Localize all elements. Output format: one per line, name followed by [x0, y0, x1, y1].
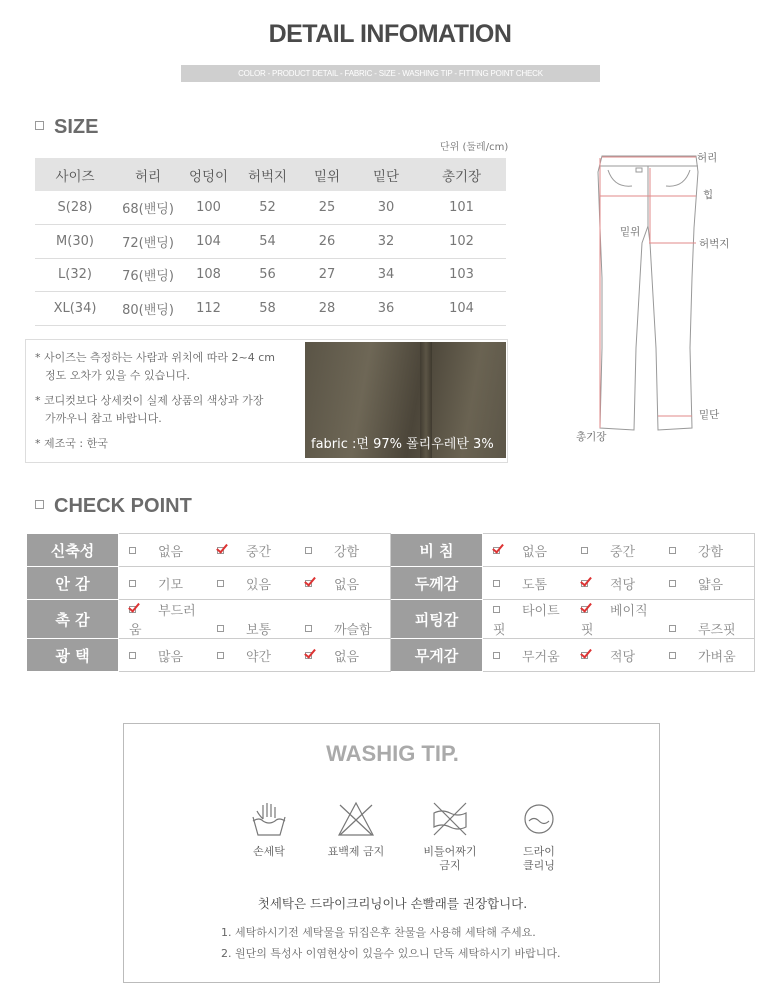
table-cell: 26	[299, 225, 355, 259]
hand-wash-item	[229, 799, 309, 859]
hand-wash-label: 손세탁	[253, 845, 285, 858]
size-heading: SIZE	[35, 116, 98, 139]
check-option[interactable]	[119, 541, 207, 560]
table-cell: 103	[417, 258, 506, 292]
checkbox-icon[interactable]	[669, 652, 676, 659]
check-category-label: 안 감	[27, 567, 119, 600]
check-category-label: 무게감	[391, 639, 483, 672]
checked-box-icon[interactable]	[581, 652, 588, 659]
washing-note: 1. 세탁하시기전 세탁물을 뒤집은후 찬물을 사용해 세탁해 주세요.	[221, 926, 536, 939]
note-line: * 코디컷보다 상세컷이 실제 상품의 색상과 가장	[35, 394, 264, 407]
check-option-label: 부드러움	[129, 604, 196, 638]
size-table	[35, 158, 506, 326]
table-cell: S(28)	[35, 191, 115, 225]
unit-label: 단위 (둘레/cm)	[440, 142, 509, 153]
no-wring-icon	[430, 799, 470, 839]
check-option[interactable]	[571, 600, 659, 638]
check-option-label: 보통	[246, 623, 272, 638]
check-option-label: 많음	[158, 649, 184, 665]
check-option[interactable]	[659, 646, 747, 665]
col-header: 사이즈	[35, 158, 115, 191]
check-point-table	[26, 533, 755, 672]
table-cell: 80(밴딩)	[115, 292, 181, 326]
table-row	[35, 292, 506, 326]
check-category-label: 비 침	[391, 534, 483, 567]
check-option[interactable]	[571, 646, 659, 665]
check-row	[27, 600, 755, 639]
check-option[interactable]	[207, 574, 295, 593]
col-header: 허벅지	[236, 158, 299, 191]
table-cell: 104	[417, 292, 506, 326]
check-row	[27, 639, 755, 672]
table-cell: 108	[181, 258, 236, 292]
check-option[interactable]	[207, 619, 295, 638]
note-line: * 제조국 : 한국	[35, 437, 108, 450]
col-header: 총기장	[417, 158, 506, 191]
diagram-label-thigh: 허벅지	[699, 238, 730, 250]
check-option[interactable]	[483, 541, 571, 560]
check-option-label: 까슬함	[334, 623, 372, 638]
checkbox-icon[interactable]	[305, 547, 312, 554]
hand-wash-icon	[249, 799, 289, 839]
checkbox-icon[interactable]	[217, 580, 224, 587]
table-cell: 100	[181, 191, 236, 225]
washing-tip-title: WASHIG TIP.	[326, 741, 459, 766]
no-wring-label: 비틀어짜기 금지	[423, 845, 477, 872]
check-option-label: 얇음	[698, 577, 724, 593]
checkbox-icon[interactable]	[129, 547, 136, 554]
table-cell: 32	[355, 225, 417, 259]
check-options-cell	[483, 600, 755, 639]
checkbox-icon[interactable]	[129, 580, 136, 587]
checkbox-icon[interactable]	[305, 625, 312, 632]
washing-main-tip: 첫세탁은 드라이크리닝이나 손빨래를 권장합니다.	[257, 896, 528, 911]
check-option-label: 베이직핏	[581, 604, 648, 638]
diagram-label-hem: 밑단	[699, 409, 720, 421]
check-options-cell	[483, 567, 755, 600]
checkbox-icon[interactable]	[669, 580, 676, 587]
table-cell: M(30)	[35, 225, 115, 259]
section-nav-bar: COLOR - PRODUCT DETAIL - FABRIC - SIZE - WASHING TIP - FITTING POINT CHECK	[181, 65, 600, 82]
check-category-label: 신축성	[27, 534, 119, 567]
checkbox-icon[interactable]	[217, 652, 224, 659]
table-cell: 112	[181, 292, 236, 326]
no-wring-item	[410, 799, 490, 873]
dry-clean-label: 드라이 클리닝	[523, 845, 555, 872]
check-option[interactable]	[659, 619, 747, 638]
checkbox-icon[interactable]	[493, 606, 500, 613]
table-cell: L(32)	[35, 258, 115, 292]
check-option-label: 루즈핏	[698, 623, 736, 638]
checkbox-icon[interactable]	[129, 652, 136, 659]
checked-box-icon[interactable]	[581, 606, 588, 613]
diagram-label-hip: 힙	[703, 189, 714, 201]
no-bleach-label: 표백제 금지	[327, 845, 385, 858]
square-bullet-icon	[35, 121, 44, 130]
fabric-photo	[305, 342, 506, 458]
table-cell: 30	[355, 191, 417, 225]
col-header: 허리	[115, 158, 181, 191]
check-row	[27, 567, 755, 600]
check-options-cell	[483, 534, 755, 567]
check-options-cell	[119, 567, 391, 600]
checkbox-icon[interactable]	[217, 625, 224, 632]
checked-box-icon[interactable]	[305, 652, 312, 659]
washing-note: 2. 원단의 특성사 이염현상이 있을수 있으니 단독 세탁하시기 바랍니다.	[221, 947, 561, 960]
check-options-cell	[119, 639, 391, 672]
table-cell: 56	[236, 258, 299, 292]
check-option-label: 약간	[246, 649, 272, 665]
no-bleach-icon	[336, 799, 376, 839]
note-line: 정도 오차가 있을 수 있습니다.	[45, 369, 190, 382]
check-option-label: 있음	[246, 577, 272, 593]
table-cell: 54	[236, 225, 299, 259]
checked-box-icon[interactable]	[217, 547, 224, 554]
size-table-header	[35, 158, 506, 191]
diagram-label-waist: 허리	[697, 152, 718, 164]
no-bleach-item	[316, 799, 396, 859]
checked-box-icon[interactable]	[493, 547, 500, 554]
col-header: 밑위	[299, 158, 355, 191]
col-header: 밑단	[355, 158, 417, 191]
diagram-label-length: 총기장	[576, 431, 607, 443]
check-option-label: 무거움	[522, 649, 560, 665]
table-row	[35, 225, 506, 259]
square-bullet-icon	[35, 500, 44, 509]
check-category-label: 두께감	[391, 567, 483, 600]
checkbox-icon[interactable]	[493, 580, 500, 587]
check-option[interactable]	[207, 646, 295, 665]
diagram-label-rise: 밑위	[620, 226, 641, 238]
check-option[interactable]	[571, 541, 659, 560]
check-option-label: 강함	[334, 544, 360, 560]
check-options-cell	[483, 639, 755, 672]
check-option[interactable]	[483, 600, 571, 638]
checked-box-icon[interactable]	[305, 580, 312, 587]
check-option-label: 기모	[158, 577, 184, 593]
table-cell: 102	[417, 225, 506, 259]
check-options-cell	[119, 600, 391, 639]
note-line: * 사이즈는 측정하는 사람과 위치에 따라 2~4 cm	[35, 351, 275, 364]
table-cell: 34	[355, 258, 417, 292]
table-cell: 27	[299, 258, 355, 292]
check-option-label: 강함	[698, 544, 724, 560]
check-category-label: 광 택	[27, 639, 119, 672]
checkbox-icon[interactable]	[669, 625, 676, 632]
check-option-label: 중간	[610, 544, 636, 560]
table-cell: XL(34)	[35, 292, 115, 326]
table-cell: 68(밴딩)	[115, 191, 181, 225]
check-option[interactable]	[295, 541, 383, 560]
pants-measure-diagram	[570, 148, 750, 448]
check-option[interactable]	[483, 646, 571, 665]
check-option[interactable]	[295, 619, 383, 638]
check-category-label: 피팅감	[391, 600, 483, 639]
check-category-label: 촉 감	[27, 600, 119, 639]
check-option[interactable]	[295, 646, 383, 665]
check-option[interactable]	[207, 541, 295, 560]
check-option-label: 없음	[158, 544, 184, 560]
check-option-label: 적당	[610, 649, 636, 665]
check-point-heading: CHECK POINT	[35, 495, 192, 518]
check-option-label: 가벼움	[698, 649, 736, 665]
checkbox-icon[interactable]	[581, 547, 588, 554]
check-option-label: 도톰	[522, 577, 548, 593]
table-cell: 101	[417, 191, 506, 225]
check-option[interactable]	[119, 600, 207, 638]
check-option[interactable]	[119, 574, 207, 593]
table-cell: 72(밴딩)	[115, 225, 181, 259]
dry-clean-item	[499, 799, 579, 873]
checkbox-icon[interactable]	[669, 547, 676, 554]
table-cell: 36	[355, 292, 417, 326]
check-option[interactable]	[483, 574, 571, 593]
table-cell: 25	[299, 191, 355, 225]
table-cell: 28	[299, 292, 355, 326]
table-cell: 58	[236, 292, 299, 326]
dry-clean-icon	[519, 799, 559, 839]
note-line: 가까우니 참고 바랍니다.	[45, 412, 162, 425]
checked-box-icon[interactable]	[129, 606, 136, 613]
table-cell: 52	[236, 191, 299, 225]
col-header: 엉덩이	[181, 158, 236, 191]
page-title: DETAIL INFOMATION	[268, 20, 512, 48]
check-option[interactable]	[119, 646, 207, 665]
check-option-label: 중간	[246, 544, 272, 560]
check-option[interactable]	[295, 574, 383, 593]
checkbox-icon[interactable]	[493, 652, 500, 659]
checked-box-icon[interactable]	[581, 580, 588, 587]
check-option-label: 없음	[522, 544, 548, 560]
check-option-label: 없음	[334, 649, 360, 665]
table-row	[35, 191, 506, 225]
check-option[interactable]	[659, 541, 747, 560]
table-cell: 76(밴딩)	[115, 258, 181, 292]
table-row	[35, 258, 506, 292]
check-row	[27, 534, 755, 567]
check-option[interactable]	[571, 574, 659, 593]
check-option[interactable]	[659, 574, 747, 593]
check-option-label: 적당	[610, 577, 636, 593]
table-cell: 104	[181, 225, 236, 259]
check-options-cell	[119, 534, 391, 567]
washing-tip-box	[123, 723, 660, 983]
check-option-label: 없음	[334, 577, 360, 593]
check-option-label: 타이트핏	[493, 604, 560, 638]
fabric-composition: fabric :면 97% 폴리우레탄 3%	[311, 437, 494, 452]
